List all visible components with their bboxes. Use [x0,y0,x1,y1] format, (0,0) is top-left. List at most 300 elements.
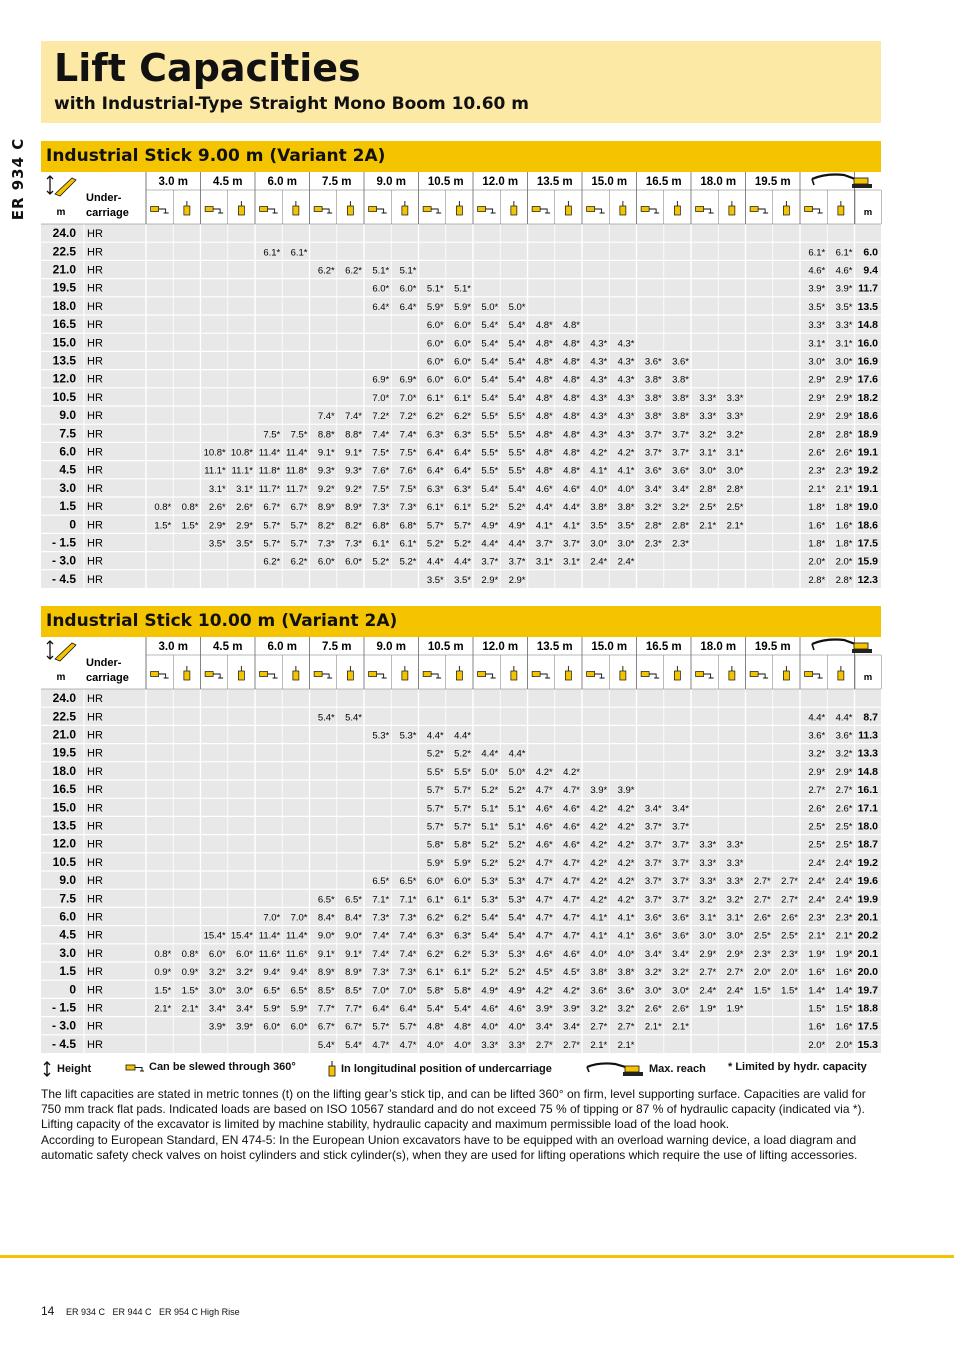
capacity-cell: 3.9* [835,283,853,295]
capacity-cell: 1.9* [726,1003,744,1015]
capacity-cell: 11.4* [258,930,281,942]
capacity-cell: 9.1* [345,447,362,459]
capacity-cell: 2.7* [753,876,771,888]
max-reach-unit-label: m [863,207,873,218]
capacity-cell: 4.2* [535,766,553,778]
capacity-cell: 6.0* [454,320,471,332]
slew-hook-icon [205,207,223,214]
capacity-cell: 3.7* [644,821,662,833]
capacity-cell: 2.9* [808,374,826,386]
table-header [47,175,872,220]
capacity-cell: 3.4* [672,803,689,815]
capacity-cell: 7.5* [372,483,390,495]
row-height-label: 6.0 [59,909,76,924]
capacity-cell: 1.6* [808,1021,826,1033]
capacity-cell: 8.9* [345,502,362,514]
capacity-cell: 3.2* [590,1003,608,1015]
capacity-cell: 8.5* [345,985,362,997]
capacity-cell: 2.6* [672,1003,689,1015]
capacity-cell: 2.1* [835,930,853,942]
capacity-cell: 11.8* [286,465,308,477]
capacity-cell: 5.4* [508,356,526,368]
capacity-cell: 3.7* [644,876,662,888]
capacity-cell: 3.1* [835,338,853,350]
longitudinal-hook-icon [402,666,408,680]
capacity-cell: 4.9* [481,985,499,997]
capacity-cell: 5.1* [508,803,526,815]
notes [41,1087,871,1163]
longitudinal-hook-icon [347,666,353,680]
slew-hook-icon [750,672,768,679]
capacity-cell: 1.9* [835,948,853,960]
capacity-cell: 4.8* [535,447,553,459]
capacity-cell: 3.3* [699,411,717,423]
row-height-label: 21.0 [52,727,76,742]
excavator-max-reach-icon [812,640,872,654]
capacity-cell: 5.8* [426,839,444,851]
legend-max-reach-label: Max. reach [649,1063,706,1075]
capacity-cell: 5.9* [263,1003,281,1015]
capacity-cell: 4.1* [590,912,608,924]
slew-hook-icon [587,672,605,679]
radius-header: 9.0 m [376,176,406,188]
capacity-cell: 7.5* [399,447,417,459]
capacity-cell: 6.0* [454,876,471,888]
capacity-cell: 3.9* [590,785,608,797]
capacity-cell: 9.3* [345,465,362,477]
capacity-cell: 3.0* [617,538,635,550]
capacity-cell: 4.6* [808,265,826,277]
longitudinal-hook-icon [347,201,353,215]
capacity-cell: 4.6* [563,483,580,495]
capacity-cell: 4.1* [617,912,635,924]
capacity-cell: 3.4* [236,1003,253,1015]
capacity-cell: 4.8* [563,356,580,368]
height-boom-icon [47,176,76,196]
capacity-cell: 6.2* [345,265,362,277]
row-undercarriage-label: HR [87,711,103,724]
capacity-cell: 4.2* [590,803,608,815]
capacity-cell: 3.7* [644,839,662,851]
capacity-cell: 2.0* [781,967,798,979]
capacity-cell: 3.2* [617,1003,635,1015]
capacity-cell: 4.7* [535,857,553,869]
capacity-cell: 7.3* [317,538,335,550]
row-undercarriage-label: HR [87,838,103,851]
capacity-cell: 11.8* [258,465,281,477]
capacity-cell: 3.6* [835,730,853,742]
capacity-cell: 6.1* [426,967,444,979]
capacity-cell: 3.0* [208,985,226,997]
capacity-cell: 4.9* [481,520,499,532]
row-height-label: 0 [69,982,76,997]
capacity-cell: 3.3* [508,1039,526,1051]
max-reach-cell: 11.3 [858,729,878,742]
max-reach-cell: 18.6 [857,410,878,423]
slew-hook-icon [696,207,714,214]
capacity-cell: 1.6* [835,967,853,979]
capacity-cell: 4.6* [535,948,553,960]
capacity-cell: 7.3* [345,538,362,550]
capacity-cell: 3.7* [672,857,689,869]
capacity-cell: 3.7* [644,894,662,906]
capacity-cell: 10.8* [203,447,226,459]
capacity-cell: 3.8* [672,411,689,423]
capacity-cell: 4.4* [508,538,526,550]
capacity-cell: 5.4* [454,1003,471,1015]
capacity-cell: 8.8* [317,429,335,441]
capacity-cell: 2.4* [590,556,608,568]
capacity-cell: 3.6* [617,985,635,997]
capacity-cell: 5.2* [454,538,471,550]
capacity-cell: 7.4* [399,948,417,960]
capacity-cell: 7.3* [399,502,417,514]
capacity-cell: 3.2* [808,748,826,760]
capacity-cell: 5.2* [426,748,444,760]
capacity-cell: 4.2* [590,857,608,869]
capacity-cell: 5.4* [481,356,499,368]
capacity-cell: 5.4* [508,320,526,332]
capacity-cell: 2.6* [808,803,826,815]
excavator-max-reach-icon [812,175,872,189]
capacity-cell: 5.2* [481,785,499,797]
capacity-cell: 2.0* [808,556,826,568]
legend-slew [125,1061,296,1073]
height-unit-label: m [56,672,66,683]
capacity-cell: 5.4* [426,1003,444,1015]
capacity-cell: 6.5* [345,894,362,906]
row-height-label: 9.0 [59,408,76,423]
capacity-cell: 4.6* [481,1003,499,1015]
table-header [47,640,872,685]
capacity-cell: 7.1* [399,894,417,906]
capacity-cell: 2.7* [808,785,826,797]
capacity-cell: 3.2* [835,748,853,760]
capacity-cell: 2.9* [208,520,226,532]
max-reach-cell: 15.9 [857,555,878,568]
longitudinal-hook-icon [511,666,517,680]
capacity-cell: 1.5* [808,1003,826,1015]
capacity-cell: 6.9* [372,374,390,386]
capacity-cell: 2.1* [808,930,826,942]
capacity-cell: 8.4* [317,912,335,924]
capacity-cell: 6.1* [426,894,444,906]
capacity-cell: 6.1* [263,247,281,259]
row-undercarriage-label: HR [87,856,103,869]
capacity-cell: 6.2* [290,556,308,568]
capacity-cell: 11.6* [258,948,281,960]
longitudinal-hook-icon [456,201,462,215]
capacity-cell: 5.4* [481,483,499,495]
capacity-cell: 2.7* [535,1039,553,1051]
capacity-cell: 2.9* [835,766,853,778]
capacity-cell: 2.1* [590,1039,608,1051]
capacity-cell: 4.3* [590,374,608,386]
undercarriage-label: Under- [86,192,122,204]
capacity-cell: 2.5* [726,502,744,514]
row-undercarriage-label: HR [87,228,103,241]
capacity-cell: 6.1* [454,392,471,404]
capacity-cell: 4.4* [481,748,499,760]
capacity-cell: 0.9* [181,967,199,979]
capacity-cell: 6.0* [426,320,444,332]
max-reach-cell: 17.5 [857,537,878,550]
capacity-cell: 9.3* [317,465,335,477]
longitudinal-hook-icon [674,201,680,215]
capacity-cell: 11.4* [286,930,308,942]
capacity-cell: 2.1* [672,1021,689,1033]
capacity-cell: 8.8* [345,429,362,441]
capacity-cell: 3.8* [644,411,662,423]
capacity-cell: 4.4* [426,730,444,742]
capacity-cell: 2.1* [154,1003,172,1015]
capacity-cell: 4.8* [535,338,553,350]
capacity-cell: 6.5* [290,985,308,997]
capacity-cell: 4.7* [535,785,553,797]
capacity-cell: 2.8* [726,483,744,495]
capacity-cell: 1.8* [835,538,853,550]
capacity-cell: 5.1* [481,803,499,815]
capacity-cell: 4.8* [563,392,580,404]
capacity-cell: 6.2* [426,948,444,960]
capacity-cell: 5.4* [481,930,499,942]
capacity-cell: 2.7* [753,894,771,906]
max-reach-cell: 19.1 [857,482,878,495]
capacity-cell: 2.1* [835,483,853,495]
capacity-cell: 4.7* [399,1039,417,1051]
longitudinal-hook-icon [238,201,244,215]
longitudinal-hook-icon [838,201,844,215]
capacity-cell: 6.8* [399,520,417,532]
max-reach-cell: 14.8 [857,319,878,332]
capacity-cell: 3.3* [481,1039,499,1051]
capacity-cell: 3.0* [699,930,717,942]
slew-hook-icon [532,672,550,679]
capacity-cell: 7.0* [372,985,390,997]
capacity-cell: 3.3* [808,320,826,332]
capacity-cell: 3.2* [208,967,226,979]
row-height-label: - 1.5 [51,1000,76,1015]
capacity-cell: 5.2* [399,556,417,568]
capacity-cell: 2.1* [181,1003,199,1015]
capacity-cell: 3.0* [726,930,744,942]
capacity-cell: 3.3* [699,392,717,404]
capacity-cell: 5.5* [481,411,499,423]
capacity-cell: 5.5* [508,465,526,477]
capacity-cell: 6.1* [399,538,417,550]
capacity-cell: 7.0* [399,985,417,997]
capacity-cell: 9.2* [317,483,335,495]
slew-hook-icon [641,672,659,679]
capacity-cell: 3.8* [672,392,689,404]
max-reach-cell: 19.9 [857,893,878,906]
capacity-cell: 4.3* [617,356,635,368]
capacity-cell: 5.4* [345,1039,362,1051]
undercarriage-label: Under- [86,657,122,669]
capacity-cell: 3.6* [644,930,662,942]
capacity-cell: 3.8* [590,967,608,979]
row-height-label: - 4.5 [51,1036,76,1051]
row-undercarriage-label: HR [87,482,103,495]
capacity-cell: 3.3* [726,857,744,869]
capacity-cell: 4.4* [808,712,826,724]
section-title-stick-9: Industrial Stick 9.00 m (Variant 2A) [46,146,386,166]
capacity-cell: 5.7* [454,821,471,833]
capacity-cell: 6.0* [426,338,444,350]
row-undercarriage-label: HR [87,1002,103,1015]
capacity-cell: 7.5* [399,483,417,495]
capacity-cell: 3.0* [699,465,717,477]
max-reach-cell: 19.7 [857,984,878,997]
capacity-cell: 2.7* [726,967,744,979]
legend-longitudinal [327,1061,552,1077]
capacity-cell: 5.4* [481,338,499,350]
capacity-cell: 4.9* [508,520,526,532]
capacity-cell: 1.6* [808,967,826,979]
capacity-cell: 4.1* [617,465,635,477]
capacity-cell: 3.3* [699,876,717,888]
longitudinal-hook-icon [184,666,190,680]
capacity-cell: 6.1* [454,502,471,514]
capacity-cell: 5.7* [426,821,444,833]
capacity-cell: 4.0* [590,948,608,960]
capacity-cell: 3.1* [726,912,744,924]
capacity-cell: 2.9* [236,520,253,532]
capacity-cell: 2.9* [508,574,526,586]
capacity-cell: 2.4* [617,556,635,568]
radius-header: 16.5 m [645,176,682,188]
row-height-label: 13.5 [52,353,76,368]
max-reach-cell: 16.1 [857,784,878,797]
capacity-cell: 4.5* [563,967,580,979]
capacity-cell: 3.7* [563,538,580,550]
max-reach-cell: 20.0 [857,966,878,979]
legend-longitudinal-label: In longitudinal position of undercarriage [341,1063,552,1075]
capacity-cell: 4.8* [535,392,553,404]
capacity-cell: 3.6* [672,356,689,368]
longitudinal-hook-icon [620,201,626,215]
row-undercarriage-label: HR [87,573,103,586]
row-height-label: 10.5 [52,854,76,869]
max-reach-cell: 16.0 [857,337,878,350]
slew-hook-icon [478,207,496,214]
capacity-cell: 5.8* [454,839,471,851]
capacity-cell: 1.9* [699,1003,717,1015]
capacity-cell: 6.7* [263,502,281,514]
capacity-cell: 3.5* [236,538,253,550]
capacity-cell: 5.7* [263,538,281,550]
capacity-cell: 2.3* [753,948,771,960]
slew-hook-icon [314,207,332,214]
row-height-label: 18.0 [52,763,76,778]
radius-header: 7.5 m [322,641,352,653]
capacity-cell: 2.1* [644,1021,662,1033]
capacity-cell: 2.1* [617,1039,635,1051]
max-reach-cell: 20.2 [857,929,878,942]
capacity-cell: 4.3* [590,392,608,404]
model-side-label-text: ER 934 C [9,137,27,221]
capacity-cell: 3.4* [535,1021,553,1033]
slew-hook-icon [587,207,605,214]
slew-hook-icon [369,672,387,679]
capacity-cell: 3.0* [590,538,608,550]
capacity-cell: 2.3* [808,912,826,924]
capacity-cell: 7.6* [399,465,417,477]
capacity-cell: 9.0* [317,930,335,942]
capacity-cell: 3.1* [699,912,717,924]
capacity-cell: 2.9* [835,392,853,404]
row-undercarriage-label: HR [87,319,103,332]
capacity-cell: 4.3* [617,374,635,386]
capacity-cell: 7.4* [345,411,362,423]
capacity-cell: 1.5* [154,985,172,997]
capacity-cell: 1.8* [835,502,853,514]
row-undercarriage-label: HR [87,765,103,778]
capacity-cell: 3.7* [672,876,689,888]
capacity-cell: 9.4* [290,967,308,979]
capacity-cell: 4.0* [617,483,635,495]
row-height-label: 15.0 [52,335,76,350]
capacity-cell: 5.4* [481,320,499,332]
capacity-cell: 5.5* [481,447,499,459]
capacity-cell: 4.0* [481,1021,499,1033]
capacity-cell: 5.7* [426,520,444,532]
page-number: 14 [41,1304,55,1318]
capacity-cell: 6.3* [454,930,471,942]
capacity-cell: 6.3* [426,483,444,495]
capacity-cell: 3.1* [808,338,826,350]
footer-models: ER 934 C ER 944 C ER 954 C High Rise [66,1307,240,1317]
capacity-cell: 8.2* [317,520,335,532]
capacity-cell: 7.5* [372,447,390,459]
capacity-cell: 7.7* [317,1003,335,1015]
capacity-cell: 3.6* [808,730,826,742]
capacity-cell: 3.7* [644,429,662,441]
capacity-cell: 4.6* [563,839,580,851]
radius-header: 3.0 m [158,641,188,653]
capacity-cell: 3.7* [644,447,662,459]
capacity-cell: 9.4* [263,967,281,979]
capacity-cell: 3.6* [644,356,662,368]
row-height-label: 18.0 [52,298,76,313]
slew-hook-icon [314,672,332,679]
capacity-cell: 7.4* [372,429,390,441]
longitudinal-hook-icon [674,666,680,680]
capacity-cell: 6.4* [426,447,444,459]
max-reach-cell: 17.1 [857,802,878,815]
row-undercarriage-label: HR [87,264,103,277]
capacity-cell: 3.8* [590,502,608,514]
slew-hook-icon [151,207,169,214]
capacity-cell: 5.3* [508,894,526,906]
capacity-cell: 4.7* [563,785,580,797]
capacity-cell: 4.6* [535,821,553,833]
row-height-label: - 1.5 [51,535,76,550]
capacity-cell: 3.6* [672,912,689,924]
table-row [41,707,881,725]
row-height-label: 3.0 [59,480,76,495]
radius-header: 18.0 m [700,176,737,188]
capacity-cell: 3.7* [672,821,689,833]
longitudinal-hook-icon [293,666,299,680]
capacity-cell: 4.0* [617,948,635,960]
capacity-cell: 3.4* [672,483,689,495]
capacity-cell: 2.4* [835,894,853,906]
capacity-cell: 2.9* [808,392,826,404]
capacity-cell: 6.2* [454,912,471,924]
capacity-cell: 2.9* [835,374,853,386]
max-reach-unit-label: m [863,672,873,683]
